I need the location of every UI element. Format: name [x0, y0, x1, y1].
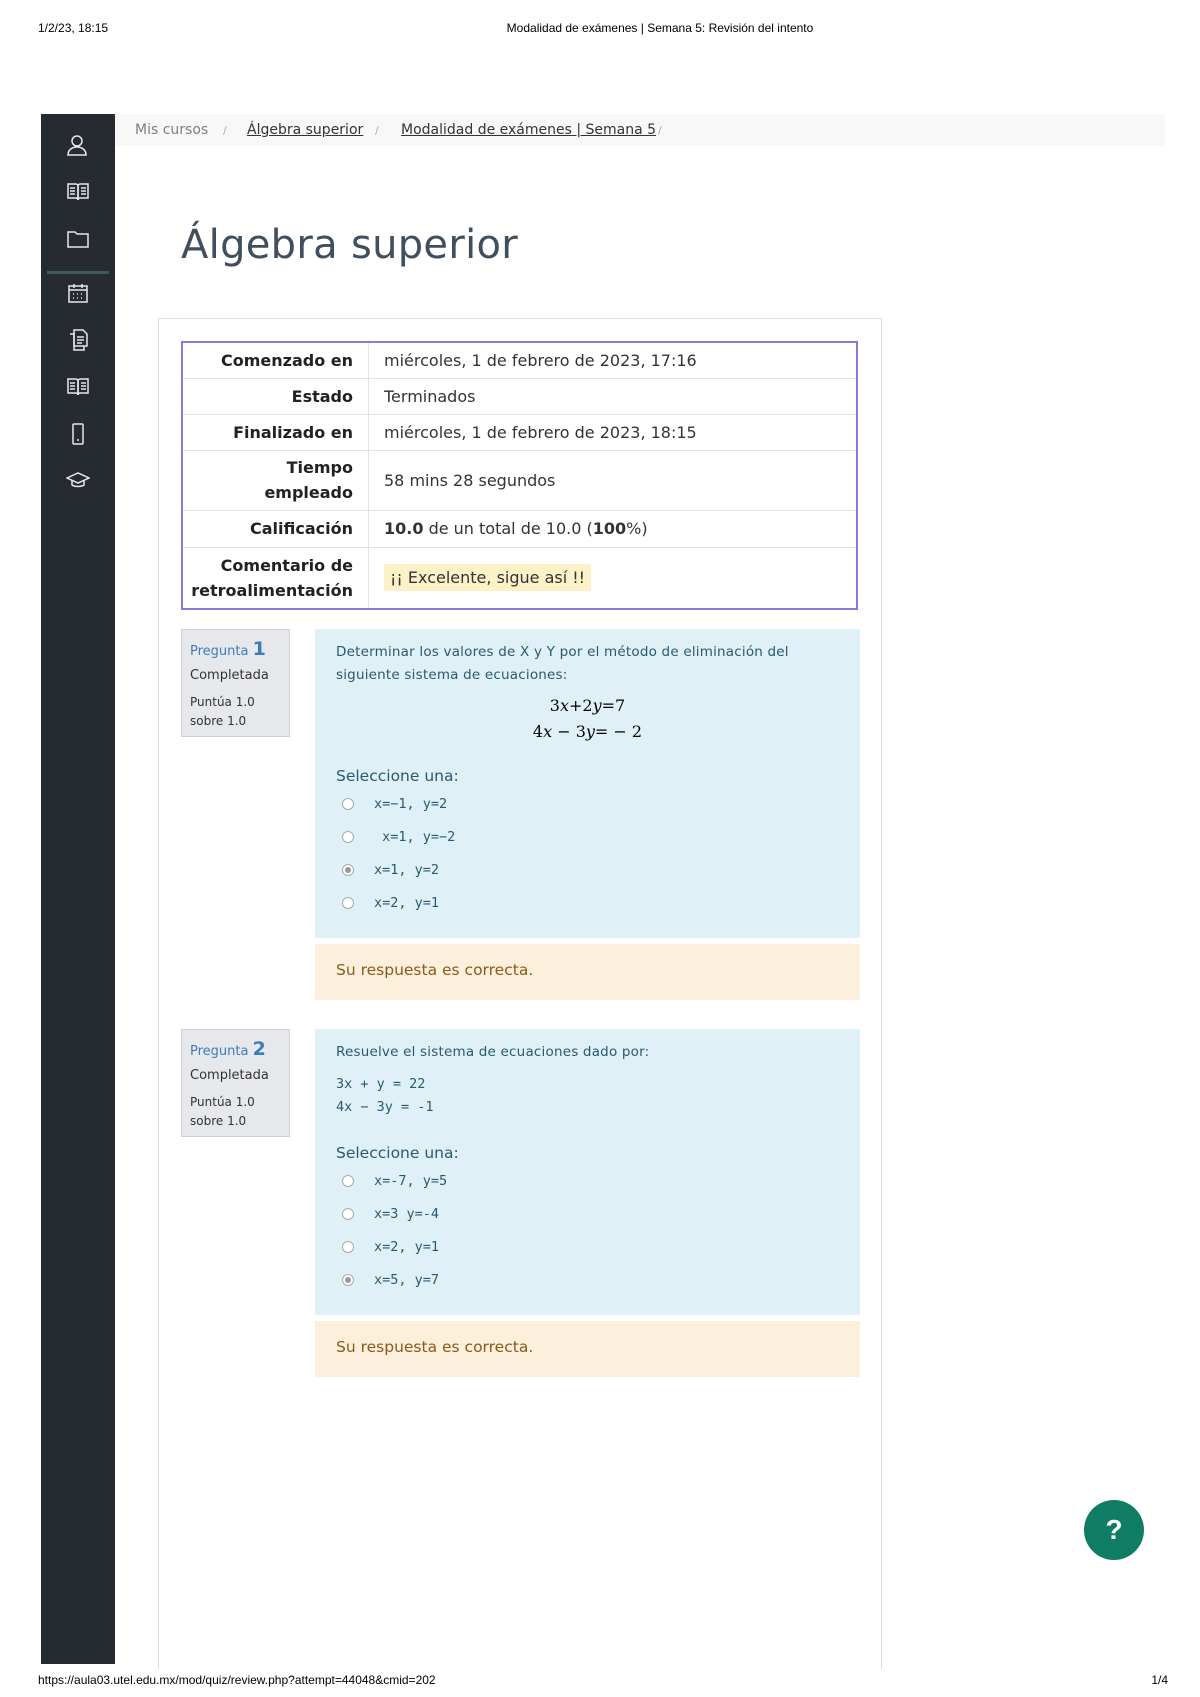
answer-option-label: x=1, y=−2: [374, 829, 456, 845]
time-label-line1: Tiempo: [286, 458, 353, 477]
question-feedback-1: [315, 944, 860, 1000]
answer-option-label: x=2, y=1: [374, 1239, 440, 1255]
feedback-label: [182, 547, 369, 609]
answer-option-label: x=-7, y=5: [374, 1173, 448, 1189]
answer-option-label: x=1, y=2: [374, 862, 440, 878]
calendar-icon[interactable]: [63, 278, 93, 308]
breadcrumb-exam-link[interactable]: Modalidad de exámenes | Semana 5: [401, 122, 657, 138]
answer-option[interactable]: [342, 829, 455, 845]
sidebar-divider: [47, 271, 109, 274]
question-content-1: [315, 629, 860, 938]
question-content-2: [315, 1029, 860, 1315]
grade-label: Calificación: [182, 510, 369, 547]
summary-row-time: [182, 450, 857, 510]
sidebar: [41, 114, 115, 1664]
radio-button[interactable]: [342, 1175, 354, 1187]
answer-option[interactable]: [342, 1173, 447, 1189]
user-icon[interactable]: [63, 130, 93, 160]
summary-row-started: [182, 342, 857, 378]
grade-score: 10.0: [384, 519, 424, 538]
select-one-label: Seleccione una:: [336, 767, 459, 785]
breadcrumb-mis-cursos[interactable]: Mis cursos: [135, 122, 209, 138]
book-open-icon[interactable]: [63, 372, 93, 402]
question-state: Completada: [190, 1068, 269, 1083]
breadcrumb-separator: /: [658, 124, 662, 137]
answer-option[interactable]: [342, 1206, 439, 1222]
answer-option-label: x=3 y=-4: [374, 1206, 440, 1222]
summary-row-feedback: [182, 547, 857, 609]
time-label: [182, 450, 369, 510]
state-label: Estado: [182, 378, 369, 414]
grade-mid: de un total de 10.0 (: [423, 519, 593, 538]
question-number: 1: [252, 638, 266, 660]
print-datetime: 1/2/23, 18:15: [38, 21, 109, 35]
summary-row-finished: [182, 414, 857, 450]
question-feedback-2: [315, 1321, 860, 1377]
equation-line1: 3x + y = 22: [336, 1076, 426, 1092]
question-grade-line2: sobre 1.0: [190, 714, 247, 728]
page-title: Álgebra superior: [181, 222, 519, 268]
answer-option-label: x=2, y=1: [374, 895, 440, 911]
question-text-line2: siguiente sistema de ecuaciones:: [336, 667, 568, 683]
summary-row-grade: [182, 510, 857, 547]
answer-option[interactable]: [342, 796, 447, 812]
feedback-label-line2: retroalimentación: [191, 580, 353, 600]
feedback-text: Su respuesta es correcta.: [336, 961, 534, 979]
breadcrumb-separator: /: [223, 124, 227, 137]
equations-block: [336, 1073, 434, 1119]
breadcrumb-course-link[interactable]: Álgebra superior: [247, 122, 364, 138]
question-text: Resuelve el sistema de ecuaciones dado por:: [336, 1044, 650, 1060]
question-number: 2: [252, 1038, 266, 1060]
grade-end: %): [626, 519, 648, 538]
answer-option[interactable]: [342, 895, 439, 911]
feedback-label-line1: Comentario de: [220, 555, 353, 575]
feedback-value: [369, 547, 858, 609]
radio-button[interactable]: [342, 831, 354, 843]
breadcrumb: [115, 114, 1165, 146]
grade-value: [369, 510, 858, 547]
radio-button[interactable]: [342, 897, 354, 909]
question-info-1: [181, 629, 290, 737]
answer-option[interactable]: [342, 1239, 439, 1255]
summary-row-state: [182, 378, 857, 414]
time-label-line2: empleado: [264, 483, 353, 502]
question-grade-line1: Puntúa 1.0: [190, 1095, 255, 1109]
radio-button[interactable]: [342, 798, 354, 810]
help-button[interactable]: ?: [1084, 1500, 1144, 1560]
started-value: miércoles, 1 de febrero de 2023, 17:16: [384, 350, 697, 370]
mobile-icon[interactable]: [63, 419, 93, 449]
grade-percent: 100: [592, 519, 627, 538]
question-info-2: [181, 1029, 290, 1137]
equation-1: 3x+2y=7: [549, 696, 626, 715]
print-page-number: 1/4: [1151, 1673, 1168, 1687]
state-value: Terminados: [384, 386, 476, 406]
question-label: Pregunta: [190, 644, 249, 659]
graduation-cap-icon[interactable]: [63, 466, 93, 496]
finished-value: miércoles, 1 de febrero de 2023, 18:15: [384, 422, 697, 442]
time-value: 58 mins 28 segundos: [384, 470, 556, 490]
finished-label: Finalizado en: [182, 414, 369, 450]
equation-line2: 4x − 3y = -1: [336, 1099, 434, 1115]
question-label: Pregunta: [190, 1044, 249, 1059]
question-grade-line1: Puntúa 1.0: [190, 695, 255, 709]
question-grade: [190, 693, 281, 731]
breadcrumb-separator: /: [375, 124, 379, 137]
print-title: Modalidad de exámenes | Semana 5: Revisión del intento: [506, 21, 814, 35]
question-state: Completada: [190, 668, 269, 683]
equation-2: 4x − 3y= − 2: [532, 722, 643, 741]
radio-button[interactable]: [342, 1241, 354, 1253]
files-icon[interactable]: [63, 325, 93, 355]
question-text-line1: Determinar los valores de X y Y por el método de eliminación del: [336, 644, 789, 660]
answer-option-label: x=5, y=7: [374, 1272, 440, 1288]
attempt-summary-table: [181, 341, 858, 610]
select-one-label: Seleccione una:: [336, 1144, 459, 1162]
started-label: Comenzado en: [182, 342, 369, 378]
question-grade-line2: sobre 1.0: [190, 1114, 247, 1128]
radio-button-checked[interactable]: [342, 864, 354, 876]
feedback-text: Su respuesta es correcta.: [336, 1338, 534, 1356]
feedback-badge: ¡¡ Excelente, sigue así !!: [384, 564, 591, 591]
radio-button-checked[interactable]: [342, 1274, 354, 1286]
folder-icon[interactable]: [63, 224, 93, 254]
question-grade: [190, 1093, 281, 1131]
print-url: https://aula03.utel.edu.mx/mod/quiz/review.php?attempt=44048&cmid=202: [38, 1673, 436, 1687]
question-text: [336, 641, 836, 687]
answer-option-selected[interactable]: [342, 862, 439, 878]
answer-option-selected[interactable]: [342, 1272, 439, 1288]
book-icon[interactable]: [63, 177, 93, 207]
answer-option-label: x=−1, y=2: [374, 796, 448, 812]
radio-button[interactable]: [342, 1208, 354, 1220]
